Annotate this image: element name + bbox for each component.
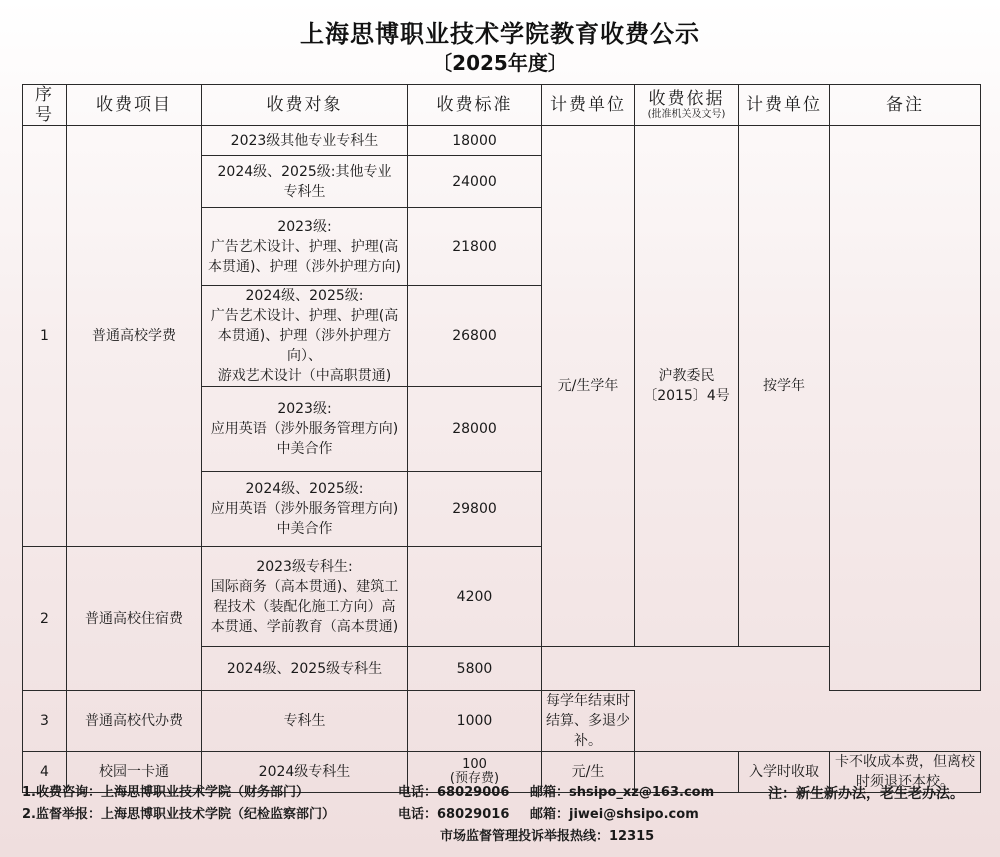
table-row — [23, 691, 981, 752]
target-line: 程技术（装配化施工方向）高 — [213, 598, 396, 615]
page-subtitle: 〔2025年度〕 — [432, 51, 568, 75]
header-unit2: 计费单位 — [739, 85, 830, 126]
footer-consult-email: 邮箱：shsipo_xz@163.com — [530, 785, 715, 800]
target-line: 2023级: — [277, 401, 332, 417]
seq-cell: 1 — [23, 126, 67, 547]
target-line: 专科生 — [283, 183, 326, 200]
page-title: 上海思博职业技术学院教育收费公示 — [300, 20, 700, 48]
footer-consult-phone: 电话：68029006 — [398, 785, 510, 800]
header-seq: 序号 — [23, 85, 67, 126]
unit-cell: 元/生 — [542, 752, 635, 793]
target-line: 游戏艺术设计（中高职贯通) — [217, 368, 392, 384]
fee-cell: 4200 — [408, 547, 542, 647]
target-cell — [202, 156, 408, 208]
item-cell: 普通高校学费 — [67, 126, 202, 547]
footer-note: 注：新生新办法，老生老办法。 — [768, 786, 964, 802]
target-cell: 2024级专科生 — [202, 752, 408, 793]
remark-cell: 每学年结束时结算、多退少补。 — [542, 691, 635, 752]
target-line: 广告艺术设计、护理、护理(高 — [210, 238, 399, 255]
header-basis-label: 收费依据 — [648, 89, 725, 109]
fee-cell: 1000 — [408, 691, 542, 752]
fee-cell: 5800 — [408, 647, 542, 691]
target-cell — [202, 208, 408, 286]
fee-cell: 28000 — [408, 387, 542, 472]
target-line: 应用英语（涉外服务管理方向) — [210, 501, 399, 517]
fee-cell: 18000 — [408, 126, 542, 156]
table-row — [23, 126, 981, 156]
target-line: 2024级、2025级专科生 — [226, 660, 383, 677]
target-cell — [202, 647, 408, 691]
item-cell: 校园一卡通 — [67, 752, 202, 793]
fee-cell: 29800 — [408, 472, 542, 547]
target-line: 2024级、2025级:其他专业 — [217, 163, 392, 180]
header-basis — [635, 85, 739, 126]
footer-hotline: 市场监督管理投诉举报热线：12315 — [440, 829, 655, 844]
fee-note: (预存费) — [449, 771, 500, 786]
seq-cell: 4 — [23, 752, 67, 793]
fee-cell: 24000 — [408, 156, 542, 208]
unit-cell: 元/生学年 — [542, 126, 635, 647]
target-cell — [202, 126, 408, 156]
header-remark: 备注 — [830, 85, 981, 126]
target-line: 本贯通、学前教育（高本贯通) — [210, 618, 399, 635]
target-cell — [202, 387, 408, 472]
fee-cell: 26800 — [408, 286, 542, 387]
target-line: 国际商务（高本贯通)、建筑工 — [210, 578, 399, 595]
header-standard: 收费标准 — [408, 85, 542, 126]
target-line: 2023级: — [277, 218, 332, 235]
target-line: 2023级专科生: — [256, 558, 353, 575]
target-line: 本贯通)、护理（涉外护理方向）、 — [217, 328, 392, 364]
header-unit: 计费单位 — [542, 85, 635, 126]
header-target: 收费对象 — [202, 85, 408, 126]
seq-cell: 2 — [23, 547, 67, 691]
target-line: 2023级其他专业专科生 — [230, 132, 379, 149]
fee-value: 100 — [462, 757, 487, 772]
basis-cell — [635, 126, 739, 647]
target-line: 中美合作 — [276, 441, 333, 457]
remark-cell: 卡不收成本费，但离校时须退还本校。 — [830, 752, 981, 793]
footer-report: 2.监督举报：上海思博职业技术学院（纪检监察部门） — [22, 807, 335, 822]
target-cell: 专科生 — [202, 691, 408, 752]
item-cell: 普通高校住宿费 — [67, 547, 202, 691]
target-line: 中美合作 — [276, 521, 333, 537]
remark-cell-empty — [830, 126, 981, 691]
unit2-cell: 入学时收取 — [739, 752, 830, 793]
item-cell: 普通高校代办费 — [67, 691, 202, 752]
basis-line: 〔2015〕4号 — [643, 388, 730, 404]
fee-table — [22, 84, 981, 793]
fee-cell: 21800 — [408, 208, 542, 286]
target-line: 应用英语（涉外服务管理方向) — [210, 421, 399, 437]
unit2-cell: 按学年 — [739, 126, 830, 647]
target-line: 2024级、2025级: — [245, 481, 364, 497]
target-line: 2024级、2025级: — [245, 288, 364, 304]
basis-line: 沪教委民 — [658, 368, 715, 384]
target-cell — [202, 286, 408, 387]
footer-report-email: 邮箱：jiwei@shsipo.com — [530, 807, 699, 822]
footer-consult: 1.收费咨询：上海思博职业技术学院（财务部门） — [22, 785, 309, 800]
target-cell — [202, 472, 408, 547]
header-row — [23, 85, 981, 126]
footer-report-phone: 电话：68029016 — [398, 807, 510, 822]
header-basis-sub: (批准机关及文号) — [647, 109, 726, 120]
header-item: 收费项目 — [67, 85, 202, 126]
target-cell — [202, 547, 408, 647]
target-line: 本贯通)、护理（涉外护理方向) — [208, 258, 401, 275]
seq-cell: 3 — [23, 691, 67, 752]
target-line: 广告艺术设计、护理、护理(高 — [210, 308, 399, 324]
